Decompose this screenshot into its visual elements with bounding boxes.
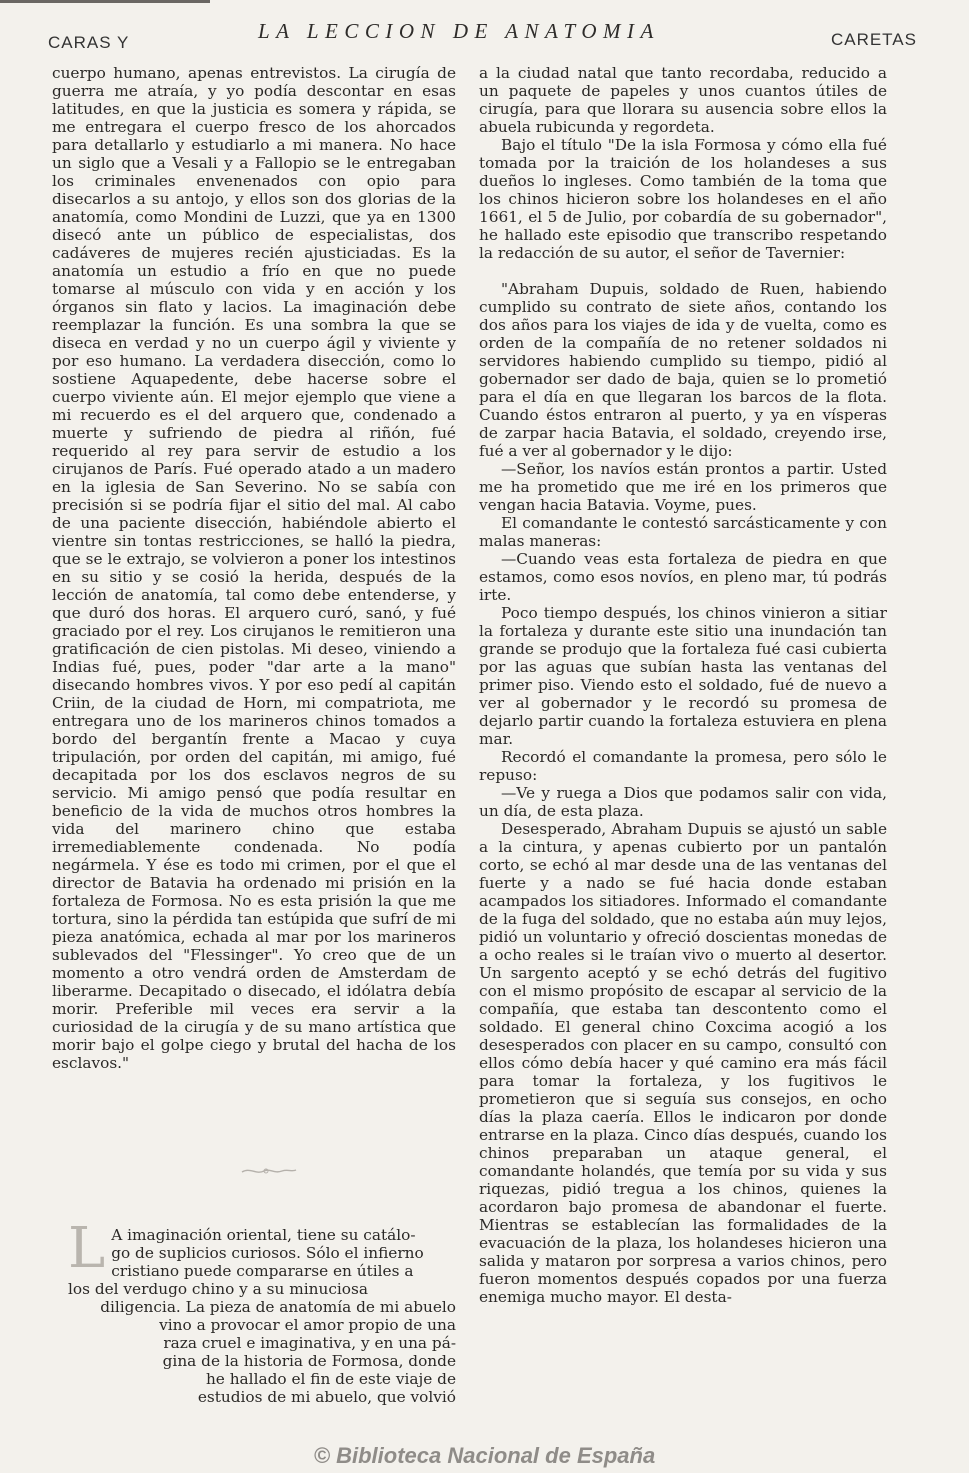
text-line: cristiano puede compararse en útiles a [111,1262,414,1280]
text-line: go de suplicios curiosos. Sólo el infierno [111,1244,424,1262]
drop-cap-paragraph [68,1216,456,1406]
right-paragraph-4: —Señor, los navíos están prontos a partir. Usted me ha prometido que me iré en los primeros que vengan hacia Batavia. Voyme, pues. [479,460,887,514]
right-paragraph-1: a la ciudad natal que tanto recordaba, reducido a un paquete de papeles y unos cuantos útiles de cirugía, para que llorara su ausencia sobre ellos la abuela rubicunda y regordeta. [479,64,887,136]
page-title: LA LECCION DE ANATOMIA [258,19,660,43]
right-paragraph-9: —Ve y ruega a Dios que podamos salir con vida, un día, de esta plaza. [479,784,887,820]
ornament-divider [238,1163,298,1179]
right-paragraph-2: Bajo el título "De la isla Formosa y cómo ella fué tomada por la traición de los holandeses a sus dueños lo ingleses. Como también de la toma que los chinos hicieron sobre los holandeses en el año 1661, el 5 de Julio, por cobardía de su gobernador", he hallado este episodio que transcribo respetando la redacción de su autor, el señor de Tavernier: [479,136,887,262]
header-right: CARETAS [830,30,917,49]
left-paragraph-1: cuerpo humano, apenas entrevistos. La cirugía de guerra me atraía, y yo podía descontar en esas latitudes, en que la justicia es somera y rápida, se me entregara el cuerpo fresco de los ahorcados para detallarlo y estudiarlo a mi manera. No hace un siglo que a Vesali y a Fallopio se le entregaban los criminales envenenados con opio para disecarlos a su antojo, y ellos son dos glorias de la anatomía, como Mondini de Luzzi, que ya en 1300 disecó ante un público de especialistas, dos cadáveres de mujeres recién ajusticiadas. Es la anatomía un estudio a frío en que no puede tomarse al músculo con vida y en acción y los órganos sin flato y lacios. La imaginación debe reemplazar la función. Es una sombra la que se diseca en verdad y no un cuerpo ágil y viviente y por eso humano. La verdadera disección, como lo sostiene Aquapedente, debe hacerse sobre el cuerpo viviente aún. El mejor ejemplo que viene a mi recuerdo es el del arquero que, condenado a muerte y sufriendo de piedra al riñón, fué requerido al rey para servir de estudio a los cirujanos de París. Fué operado atado a un madero en la iglesia de San Severino. No se sabía con precisión si se podría fijar el sitio del mal. Al cabo de una paciente disección, habiéndole abierto el vientre sin tontas restricciones, se halló la piedra, que se le extrajo, se volvieron a poner los intestinos en su sitio y se cosió la herida, después de la lección de anatomía, tal como debe entenderse, y que duró dos horas. El arquero curó, sanó, y fué graciado por el rey. Los cirujanos le remitieron una gratificación de cien pistolas. Mi deseo, viniendo a Indias fué, pues, poder "dar arte a la mano" disecando hombres vivos. Y por eso pedí al capitán Criin, de la ciudad de Horn, mi compatriota, me entregara uno de los marineros chinos tomados a bordo del bergantín frente a Macao y cuya tripulación, por orden del capitán, mi amigo, fué decapitada por los dos esclavos negros de su servicio. Mi amigo pensó que podía resultar en beneficio de la vida de muchos otros hombres la vida del marinero chino que estaba irremediablemente condenada. No podía negármela. Y ése es todo mi crimen, por el que el director de Batavia ha ordenado mi prisión en la fortaleza de Formosa. No es esta prisión la que me tortura, sino la pérdida tan estúpida que sufrí de mi pieza anatómica, echada al mar por los marineros sublevados del "Flessinger". Yo creo que de un momento a otro vendrá orden de Amsterdam de liberarme. Decapitado o disecado, el idólatra debía morir. Preferible mil veces era servir a la curiosidad de la cirugía y de su mano artística que morir bajo el golpe ciego y brutal del hacha de los esclavos." [52,64,456,1072]
drop-cap: L [68,1216,106,1281]
text-line: gina de la historia de Formosa, donde [162,1352,456,1370]
right-paragraph-5: El comandante le contestó sarcásticamente y con malas maneras: [479,514,887,550]
top-rule [0,0,210,3]
left-column [52,64,456,1072]
right-paragraph-7: Poco tiempo después, los chinos vinieron a sitiar la fortaleza y durante este sitio una inundación tan grande se produjo que la fortaleza fué casi cubierta por las aguas que subían hasta las ventanas del primer piso. Viendo esto el soldado, fué de nuevo a ver al gobernador y le recordó su promesa de dejarlo partir cuando la fortaleza estuviera en plena mar. [479,604,887,748]
text-line: A imaginación oriental, tiene su catálo- [111,1226,416,1244]
text-line: los del verdugo chino y a su minuciosa [68,1280,368,1298]
text-line: raza cruel e imaginativa, y en una pá- [163,1334,456,1352]
right-paragraph-3: "Abraham Dupuis, soldado de Ruen, habiendo cumplido su contrato de siete años, contando los dos años para los viajes de ida y de vuelta, como es orden de la compañía de no retener soldados ni servidores habiendo cumplido su tiempo, pidió al gobernador ser dado de baja, quien se lo prometió para el día en que llegaran los barcos de la flota. Cuando éstos entraron al puerto, y ya en vísperas de zarpar hacia Batavia, el soldado, creyendo irse, fué a ver al gobernador y le dijo: [479,280,887,460]
right-column [479,64,887,1306]
text-line: vino a provocar el amor propio de una [159,1316,456,1334]
right-paragraph-6: —Cuando veas esta fortaleza de piedra en que estamos, como esos novíos, en pleno mar, tú podrás irte. [479,550,887,604]
right-paragraph-8: Recordó el comandante la promesa, pero sólo le repuso: [479,748,887,784]
text-line: he hallado el fin de este viaje de [205,1370,456,1388]
text-line: estudios de mi abuelo, que volvió [197,1388,456,1406]
text-line: diligencia. La pieza de anatomía de mi abuelo [100,1298,456,1316]
header-left: CARAS Y [48,33,130,52]
copyright-watermark: © Biblioteca Nacional de España [313,1443,656,1468]
right-paragraph-10: Desesperado, Abraham Dupuis se ajustó un sable a la cintura, y apenas cubierto por un pantalón corto, se echó al mar desde una de las ventanas del fuerte y a nado se fué hacia donde estaban acampados los sitiadores. Informado el comandante de la fuga del soldado, que no estaba aún muy lejos, pidió un voluntario y ofreció doscientas monedas de a ocho reales si le traían vivo o muerto al desertor. Un sargento aceptó y se echó detrás del fugitivo con el mismo propósito de escapar al servicio de la compañía, que estaba tan descontento como el soldado. El general chino Coxcima acogió a los desesperados con placer en su campo, consultó con ellos cómo debía hacer y qué camino era más fácil para tomar la fortaleza, y los fugitivos le prometieron que si seguía sus consejos, en ocho días la plaza caería. Ellos le indicaron por donde entrarse en la plaza. Cinco días después, cuando los chinos preparaban un ataque general, el comandante holandés, que temía por su vida y sus riquezas, pidió tregua a los chinos, quienes la acordaron bajo promesa de abandonar el fuerte. Mientras se establecían las formalidades de la evacuación de la plaza, los holandeses hicieron una salida y mataron por sorpresa a varios chinos, pero fueron momentos después copados por una fuerza enemiga mucho mayor. El desta- [479,820,887,1306]
